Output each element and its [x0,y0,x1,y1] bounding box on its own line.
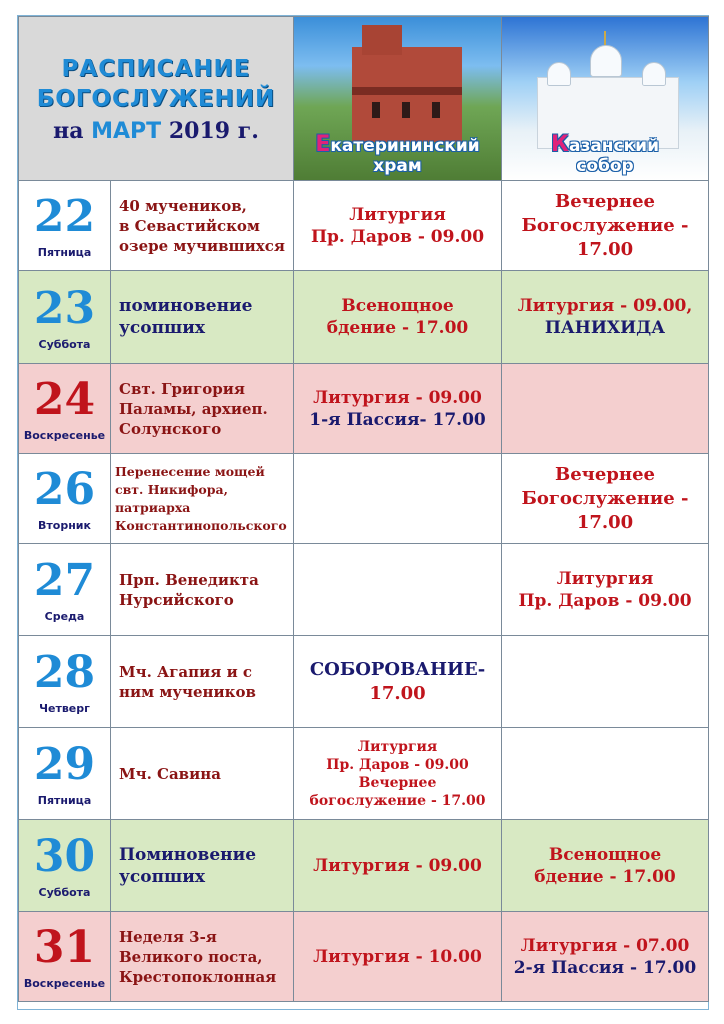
church2-service-cell [502,271,709,364]
feast-line: 40 мучеников, [119,196,247,215]
day-cell [19,728,111,820]
church1-service-cell [294,544,502,636]
feast-line: Перенесение мощей [115,463,265,479]
feast-line: в Севастийском [119,216,260,235]
day-number: 31 [33,922,96,973]
day-cell [19,636,111,728]
feast-cell [111,454,294,544]
day-number: 26 [33,464,96,515]
day-of-week: Суббота [38,886,91,899]
service-line: 2-я Пассия - 17.00 [513,957,697,978]
feast-line: патриарха [115,499,191,515]
service-line: Пр. Даров - 09.00 [518,590,692,611]
title-line1: РАСПИСАНИЕ [61,55,251,82]
service-line: 1-я Пассия- 17.00 [309,409,486,430]
church2-service-cell [502,728,709,820]
church2-service-cell [502,364,709,454]
day-of-week: Четверг [39,702,90,715]
service-line: Пр. Даров - 09.00 [326,756,469,773]
feast-line: ним мучеников [119,682,256,701]
schedule-row [19,454,709,544]
feast-cell [111,728,294,820]
feast-cell [111,364,294,454]
day-of-week: Пятница [37,794,92,807]
title-line2: БОГОСЛУЖЕНИЙ [36,85,276,112]
day-number: 22 [33,191,96,242]
day-number: 24 [33,374,96,425]
feast-line: поминовение [119,296,253,316]
feast-line: Константинопольского [115,517,287,533]
feast-line: Солунского [119,419,222,438]
day-of-week: Вторник [38,519,91,532]
feast-line: Мч. Савина [119,764,221,783]
header-row [19,17,709,181]
service-line: Литургия - 09.00 [313,387,482,408]
service-line: Литургия - 07.00 [520,935,690,956]
day-cell [19,364,111,454]
service-line: Богослужение - [521,487,689,509]
service-line: богослужение - 17.00 [309,792,486,809]
schedule-row [19,820,709,912]
day-cell [19,544,111,636]
service-line: Литургия [349,204,446,225]
title-month-line [19,118,293,144]
day-number: 27 [33,555,96,606]
church1-service-cell [294,636,502,728]
feast-line: Паламы, архиеп. [119,399,268,418]
schedule-table [18,16,709,1002]
church1-header [294,17,502,181]
church1-service-cell [294,820,502,912]
day-cell [19,912,111,1002]
schedule-row [19,728,709,820]
service-line: Пр. Даров - 09.00 [310,226,485,247]
church1-building-shape [352,47,462,142]
feast-line: свт. Никифора, [115,481,228,497]
church1-service-cell [294,181,502,271]
service-line: СОБОРОВАНИЕ- [309,658,486,680]
day-of-week: Пятница [37,246,92,259]
service-line: бдение - 17.00 [326,318,469,338]
schedule-row [19,912,709,1002]
church2-service-cell [502,181,709,271]
service-line: 17.00 [576,511,634,533]
feast-cell [111,912,294,1002]
feast-cell [111,636,294,728]
service-line: Всенощное [548,844,662,865]
feast-line: Мч. Агапия и с [119,662,253,681]
church2-service-cell [502,544,709,636]
service-line: Литургия - 09.00 [313,855,482,876]
schedule-row [19,364,709,454]
service-line: ПАНИХИДА [544,318,666,338]
service-line: Литургия [357,738,438,755]
schedule-title-cell [19,17,294,181]
service-line: Литургия - 09.00, [517,296,693,316]
feast-line: озере мучившихся [119,236,285,255]
day-of-week: Воскресенье [23,429,106,442]
feast-line: Поминовение [119,844,257,865]
feast-cell [111,544,294,636]
day-cell [19,271,111,364]
schedule-sheet [17,15,709,1010]
feast-line: усопших [119,318,206,338]
schedule-row [19,271,709,364]
title-year: 2019 г. [168,117,259,144]
day-of-week: Среда [44,610,85,623]
service-line: Литургия [556,568,654,589]
service-line: 17.00 [576,238,634,260]
schedule-row [19,544,709,636]
day-number: 29 [33,739,96,790]
church1-service-cell [294,912,502,1002]
church1-service-cell [294,271,502,364]
feast-line: Великого поста, [119,947,263,966]
schedule-row [19,181,709,271]
feast-line: Свт. Григория [119,379,245,398]
church2-header [502,17,709,181]
church1-service-cell [294,364,502,454]
service-line: Вечернее [555,463,655,485]
day-number: 30 [33,831,96,882]
church2-caption: Казанский собор [551,132,659,176]
service-line: 17.00 [369,682,426,704]
church2-service-cell [502,912,709,1002]
day-cell [19,820,111,912]
service-line: Литургия - 10.00 [313,946,482,967]
day-cell [19,454,111,544]
church2-service-cell [502,454,709,544]
feast-line: Прп. Венедикта [119,570,259,589]
feast-cell [111,820,294,912]
service-line: Вечернее [358,774,437,791]
day-cell [19,181,111,271]
church2-service-cell [502,820,709,912]
feast-cell [111,271,294,364]
title-pre: на [53,117,84,144]
feast-line: Неделя 3-я [119,927,217,946]
feast-line: Нурсийского [119,590,234,609]
church2-service-cell [502,636,709,728]
feast-line: усопших [119,866,206,887]
service-line: Богослужение - [521,214,689,236]
service-line: Вечернее [555,190,655,212]
feast-cell [111,181,294,271]
church1-service-cell [294,728,502,820]
title-month: МАРТ [91,118,162,144]
church1-caption: Екатерининский храм [315,132,480,176]
service-line: бдение - 17.00 [534,866,676,887]
day-of-week: Суббота [38,337,91,351]
church1-service-cell [294,454,502,544]
day-number: 23 [33,282,96,334]
feast-line: Крестопоклонная [119,967,277,986]
schedule-row [19,636,709,728]
service-line: Всенощное [341,296,454,316]
day-number: 28 [33,647,96,698]
day-of-week: Воскресенье [23,977,106,990]
